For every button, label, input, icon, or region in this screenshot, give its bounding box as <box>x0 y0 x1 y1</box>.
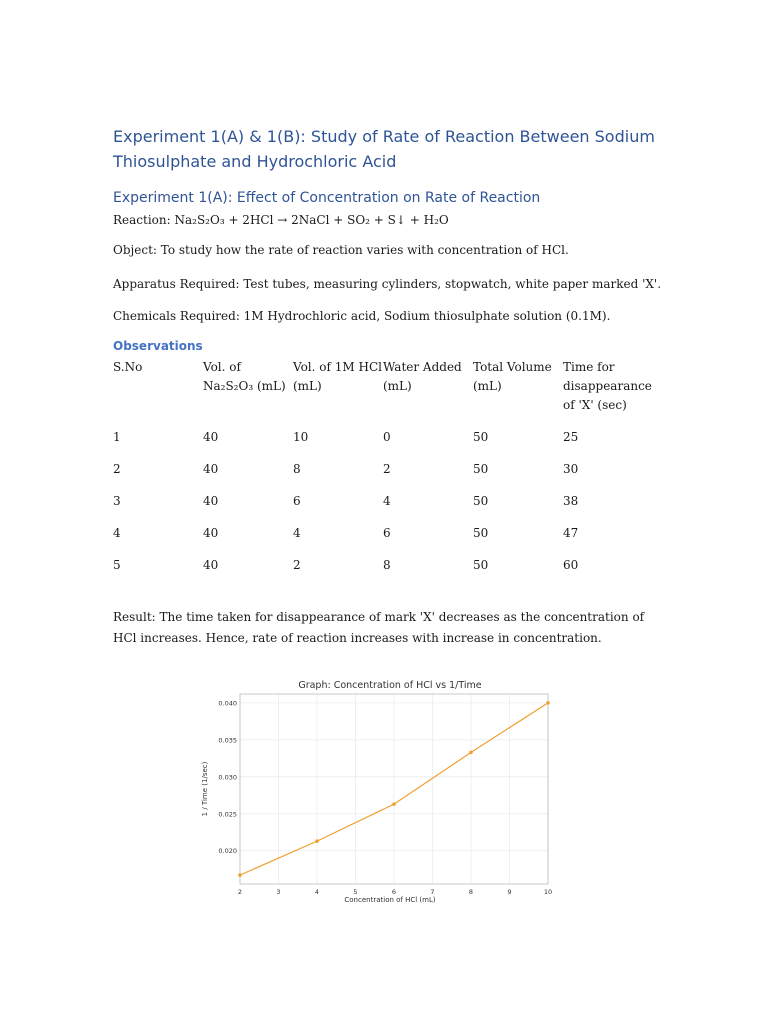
x-axis-label: Concentration of HCl (mL) <box>344 896 436 904</box>
table-cell: 50 <box>473 494 489 508</box>
apparatus-text: Apparatus Required: Test tubes, measuring cylinders, stopwatch, white paper marked 'X'. <box>113 277 662 291</box>
data-point <box>315 839 319 843</box>
y-tick-label: 0.025 <box>218 810 237 819</box>
x-tick-label: 4 <box>314 888 320 896</box>
table-row <box>113 523 652 555</box>
table-header-row <box>113 358 652 427</box>
data-point <box>546 701 550 705</box>
x-tick-label: 7 <box>430 888 435 896</box>
y-axis-label: 1 / Time (1/sec) <box>201 761 209 817</box>
section-title: Experiment 1(A): Effect of Concentration on Rate of Reaction <box>113 190 541 206</box>
table-cell: 40 <box>203 558 219 572</box>
chart-ticks <box>218 699 552 896</box>
table-row <box>113 427 652 459</box>
data-point <box>469 751 473 755</box>
table-cell: 40 <box>203 494 219 508</box>
header-time: Time for disappearance of 'X' (sec) <box>563 360 652 412</box>
table-cell: 4 <box>383 494 391 508</box>
table-cell: 40 <box>203 526 219 540</box>
table-cell: 2 <box>113 462 121 476</box>
header-vol-hcl: Vol. of 1M HCl (mL) <box>293 360 382 393</box>
header-water-added: Water Added (mL) <box>383 360 462 393</box>
observations-table <box>113 358 652 587</box>
x-tick-label: 2 <box>237 888 243 896</box>
chart-title: Graph: Concentration of HCl vs 1/Time <box>298 680 482 691</box>
table-row <box>113 491 652 523</box>
table-cell: 50 <box>473 558 489 572</box>
y-tick-label: 0.020 <box>218 847 237 856</box>
table-cell: 8 <box>383 558 391 572</box>
x-tick-label: 5 <box>353 888 358 896</box>
table-cell: 50 <box>473 526 489 540</box>
chemicals-text: Chemicals Required: 1M Hydrochloric acid, Sodium thiosulphate solution (0.1M). <box>113 309 611 323</box>
x-tick-label: 9 <box>507 888 512 896</box>
x-tick-label: 8 <box>468 888 474 896</box>
table-cell: 60 <box>563 558 579 572</box>
table-cell: 4 <box>293 526 301 540</box>
x-tick-label: 10 <box>543 888 553 896</box>
table-cell: 1 <box>113 430 121 444</box>
table-cell: 10 <box>293 430 309 444</box>
reaction-equation: Reaction: Na₂S₂O₃ + 2HCl → 2NaCl + SO₂ + S↓ + H₂O <box>113 213 449 227</box>
y-tick-label: 0.035 <box>218 736 237 745</box>
y-tick-label: 0.040 <box>218 699 237 708</box>
result-text: Result: The time taken for disappearance of mark 'X' decreases as the concentration of HCl increases. Hence, rate of reaction increases with increase in concentration. <box>113 610 645 645</box>
table-row <box>113 459 652 491</box>
table-cell: 38 <box>563 494 579 508</box>
table-cell: 3 <box>113 494 121 508</box>
object-text: Object: To study how the rate of reaction varies with concentration of HCl. <box>113 243 569 257</box>
table-cell: 0 <box>383 430 391 444</box>
header-total-volume: Total Volume (mL) <box>473 360 552 393</box>
header-vol-thiosulphate: Vol. of Na₂S₂O₃ (mL) <box>203 360 286 393</box>
table-cell: 5 <box>113 558 121 572</box>
table-cell: 40 <box>203 462 219 476</box>
document-title: Experiment 1(A) & 1(B): Study of Rate of Reaction Between Sodium Thiosulphate and Hydrochloric Acid <box>113 127 655 171</box>
data-point <box>238 873 242 877</box>
table-cell: 25 <box>563 430 579 444</box>
data-point <box>392 802 396 806</box>
x-tick-label: 3 <box>276 888 281 896</box>
concentration-vs-time-chart <box>195 672 565 912</box>
table-cell: 6 <box>293 494 301 508</box>
table-cell: 50 <box>473 430 489 444</box>
table-cell: 50 <box>473 462 489 476</box>
table-row <box>113 555 652 587</box>
table-cell: 8 <box>293 462 301 476</box>
x-tick-label: 6 <box>391 888 397 896</box>
table-cell: 47 <box>563 526 579 540</box>
chart-grid <box>240 694 548 884</box>
table-cell: 2 <box>293 558 301 572</box>
table-cell: 30 <box>563 462 579 476</box>
table-cell: 40 <box>203 430 219 444</box>
y-tick-label: 0.030 <box>218 773 237 782</box>
table-cell: 4 <box>113 526 121 540</box>
table-cell: 2 <box>383 462 391 476</box>
table-cell: 6 <box>383 526 391 540</box>
observations-heading: Observations <box>113 339 203 353</box>
header-sno: S.No <box>113 360 143 374</box>
